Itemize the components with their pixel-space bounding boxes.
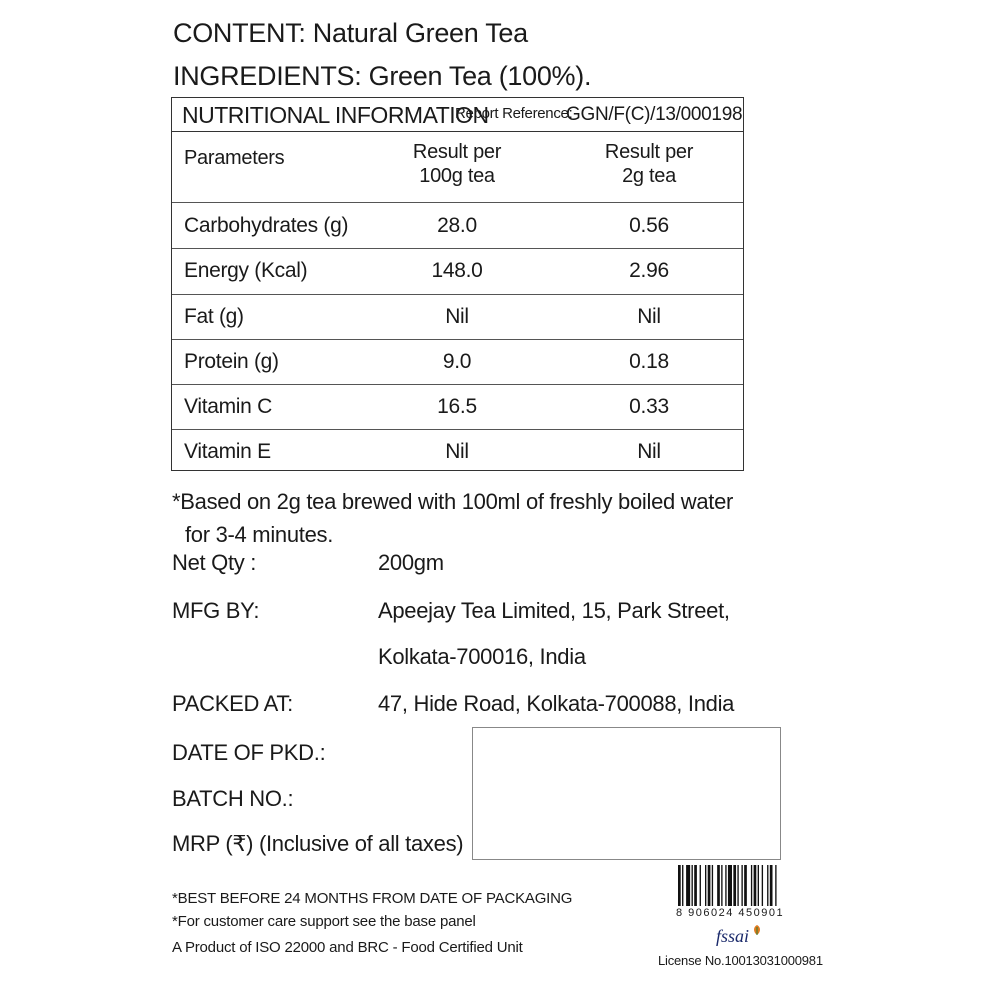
row-per2: 2.96 [629,259,669,282]
customer-care-note: *For customer care support see the base panel [172,913,476,930]
print-stamp-box [472,727,781,860]
col-per100-line2: 100g tea [419,165,495,187]
best-before-note: *BEST BEFORE 24 MONTHS FROM DATE OF PACKAGING [172,890,573,907]
row-per100: 28.0 [437,214,477,237]
row-per100: Nil [445,440,469,463]
certification-note: A Product of ISO 22000 and BRC - Food Certified Unit [172,939,523,956]
report-reference-label: Report Reference: [455,105,573,122]
brewing-note-line1: *Based on 2g tea brewed with 100ml of freshly boiled water [172,489,734,514]
net-qty-value: 200gm [378,550,444,575]
ingredients-line: INGREDIENTS: Green Tea (100%). [173,61,592,91]
col-parameters: Parameters [184,147,285,169]
brewing-note-line2: for 3-4 minutes. [185,522,334,547]
row-param: Energy (Kcal) [184,259,308,282]
row-per100: Nil [445,305,469,328]
row-param: Carbohydrates (g) [184,214,349,237]
mrp-label: MRP (₹) (Inclusive of all taxes) [172,831,464,856]
row-per2: Nil [637,440,661,463]
fssai-leaf-icon [752,924,762,936]
row-param: Vitamin C [184,395,272,418]
mfg-address-line1: Apeejay Tea Limited, 15, Park Street, [378,598,730,623]
col-per100-line1: Result per [412,141,502,163]
col-per2-line1: Result per [604,141,694,163]
fssai-logo: fssai [716,926,750,946]
date-of-packing-label: DATE OF PKD.: [172,740,326,765]
row-param: Fat (g) [184,305,244,328]
report-reference-value: GGN/F(C)/13/000198 [566,104,743,125]
table-row [172,203,743,249]
row-param: Vitamin E [184,440,271,463]
license-number: License No.10013031000981 [658,953,823,968]
row-per2: 0.56 [629,214,669,237]
row-per100: 148.0 [431,259,483,282]
row-per100: 16.5 [437,395,477,418]
nutrition-header-row [172,132,743,203]
col-per2-line2: 2g tea [622,165,676,187]
barcode-icon [678,865,808,906]
table-row [172,340,743,385]
net-qty-label: Net Qty : [172,550,257,575]
table-row [172,430,743,470]
barcode-digits: 8 906024 450901 [676,907,785,919]
row-per2: 0.18 [629,350,669,373]
content-line: CONTENT: Natural Green Tea [173,18,528,48]
row-per2: Nil [637,305,661,328]
col-per100 [400,140,514,188]
nutrition-table-title-bar [172,98,743,132]
mfg-address-line2: Kolkata-700016, India [378,644,586,669]
table-row [172,385,743,430]
nutrition-title: NUTRITIONAL INFORMATION [182,102,489,128]
row-per100: 9.0 [442,350,472,373]
mfg-label: MFG BY: [172,598,260,623]
row-param: Protein (g) [184,350,279,373]
nutrition-table [171,97,744,471]
table-row [172,249,743,295]
batch-number-label: BATCH NO.: [172,786,294,811]
col-per2 [592,140,706,188]
packed-at-value: 47, Hide Road, Kolkata-700088, India [378,691,735,716]
row-per2: 0.33 [629,395,669,418]
packed-at-label: PACKED AT: [172,691,293,716]
table-row [172,295,743,340]
